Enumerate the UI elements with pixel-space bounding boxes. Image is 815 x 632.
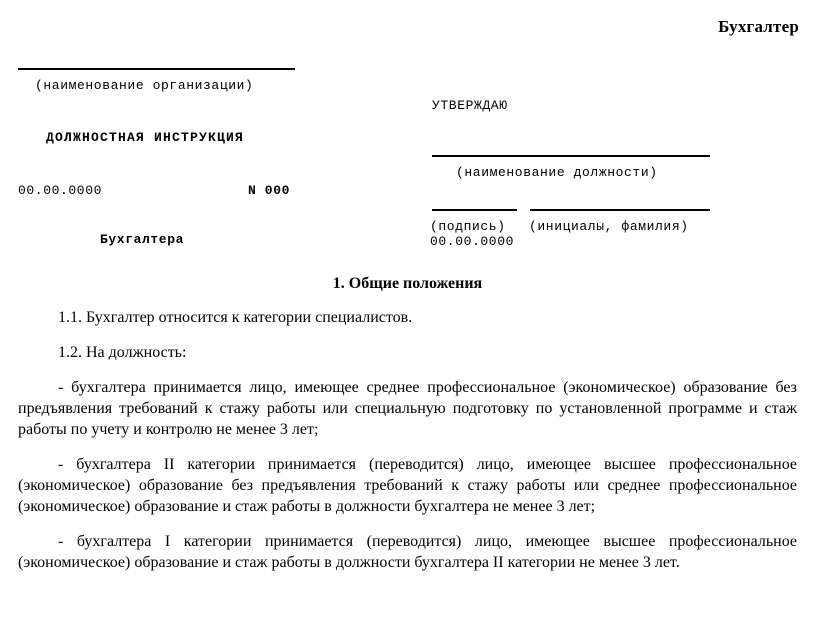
approver-name-caption: (инициалы, фамилия) [529, 219, 689, 234]
document-type-heading: ДОЛЖНОСТНАЯ ИНСТРУКЦИЯ [46, 130, 245, 145]
approver-name-rule [530, 209, 710, 211]
approval-word: УТВЕРЖДАЮ [432, 98, 508, 113]
paragraph-1-1: 1.1. Бухгалтер относится к категории специалистов. [58, 309, 413, 326]
document-date: 00.00.0000 [18, 183, 103, 198]
approval-date: 00.00.0000 [430, 234, 515, 249]
paragraph-accountant: - бухгалтера принимается лицо, имеющее среднее профессиональное (экономическое) образование без предъявления требований к стажу работы или специальную подготовку по установленной программе и стаж работы по учету и контролю не менее 3 лет; [18, 379, 797, 438]
paragraph-1-2: 1.2. На должность: [58, 344, 187, 361]
document-subject: Бухгалтера [100, 232, 185, 247]
approver-signature-rule [432, 209, 517, 211]
section-heading: 1. Общие положения [332, 275, 483, 292]
approver-position-rule [432, 155, 710, 157]
paragraph-accountant-category-1: - бухгалтера I категории принимается (переводится) лицо, имеющее высшее профессиональное (экономическое) образование и стаж работы в должности бухгалтера II категории не менее 3 лет. [18, 533, 797, 571]
approver-position-caption: (наименование должности) [456, 165, 658, 180]
document-number: N 000 [248, 183, 291, 198]
section-body [18, 307, 797, 573]
organization-name-rule [18, 68, 295, 70]
approver-signature-caption: (подпись) [430, 219, 506, 234]
document-title: Бухгалтер [718, 17, 799, 36]
organization-name-caption: (наименование организации) [35, 78, 254, 93]
paragraph-accountant-category-2: - бухгалтера II категории принимается (переводится) лицо, имеющее высшее профессиональное (экономическое) образование без предъявления требований к стажу работы или среднее профессиональное (экономическое) образование и стаж работы в должности бухгалтера не менее 3 лет; [18, 456, 797, 515]
